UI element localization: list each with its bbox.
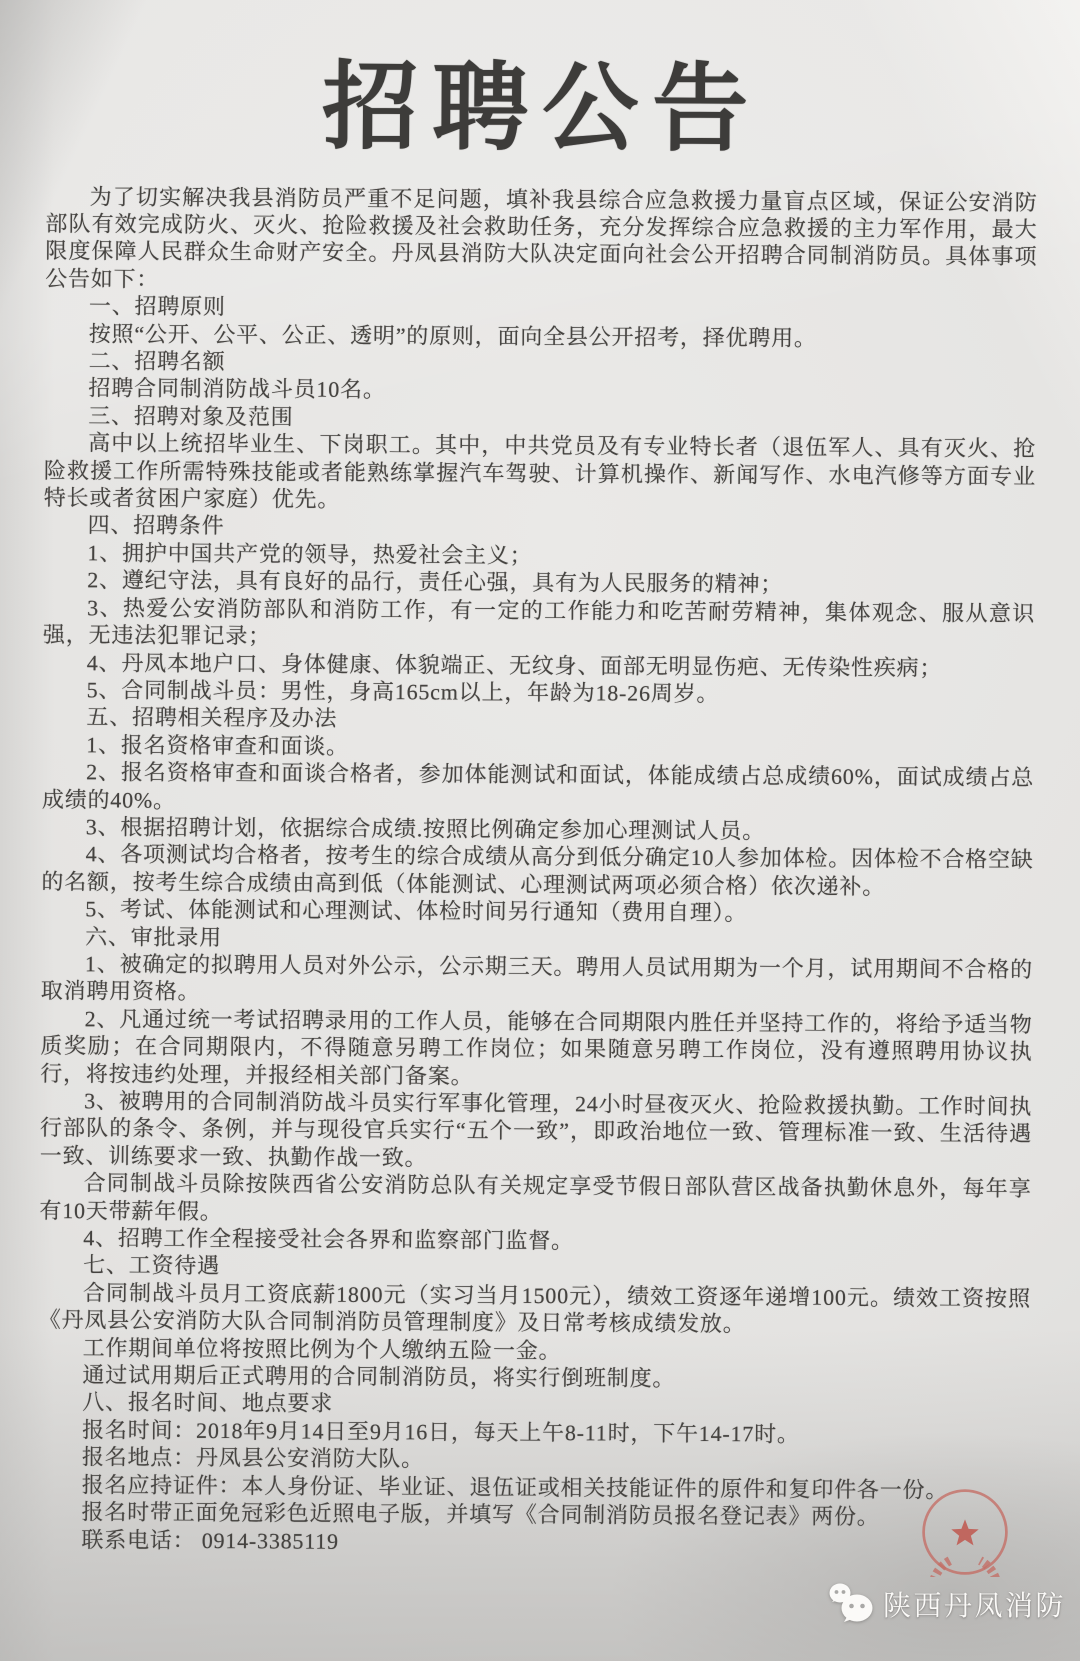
section-8-heading: 八、报名时间、地点要求 — [82, 1389, 334, 1417]
star-icon — [951, 1519, 978, 1545]
section-1-heading: 一、招聘原则 — [88, 293, 226, 320]
section-5-item: 5、考试、体能测试和心理测试、体检时间另行通知（费用自理）。 — [85, 896, 748, 926]
section-6-item: 3、被聘用的合同制消防战斗员实行军事化管理，24小时昼夜灭火、抢险救援执勤。工作时间执行部队的条令、条例，并与现役官兵实行“五个一致”，即政治地位一致、管理标准一致、生活待遇一致、训练要求一致、执勤作战一致。 — [39, 1088, 1033, 1171]
section-7-heading: 七、工资待遇 — [83, 1252, 221, 1279]
section-4-heading: 四、招聘条件 — [87, 512, 225, 539]
section-5-item: 2、报名资格审查和面谈合格者，参加体能测试和面试，体能成绩占总成绩60%，面试成绩占总成绩的40%。 — [41, 759, 1035, 813]
section-2-heading: 二、招聘名额 — [88, 348, 226, 375]
section-4-item: 2、遵纪守法，具有良好的品行，责任心强，具有为人民服务的精神； — [87, 567, 784, 597]
section-6-item: 2、凡通过统一考试招聘录用的工作人员，能够在合同期限内胜任并坚持工作的，将给予适当物质奖励；在合同期限内，不得随意另聘工作岗位；如果随意另聘工作岗位，没有遵照聘用协议执行，将按违约处理，并报经相关部门备案。 — [40, 1006, 1033, 1089]
contact-phone-line: 联系电话： 0914-3385119 — [81, 1526, 339, 1554]
intro-paragraph: 为了切实解决我县消防员严重不足问题，填补我县综合应急救援力量盲点区域，保证公安消防部队有效完成防火、灭火、抢险救援及社会救助任务，充分发挥综合应急救援的主力军作用，最大限度保障人民群众生命财产安全。丹凤县消防大队决定面向社会公开招聘合同制消防员。具体事项公告如下： — [45, 183, 1038, 292]
official-seal — [920, 1487, 1010, 1577]
section-3-heading: 三、招聘对象及范围 — [88, 403, 294, 430]
section-8-item: 报名地点：丹凤县公安消防大队。 — [81, 1444, 425, 1472]
section-4-item: 4、丹凤本地户口、身体健康、体貌端正、无纹身、面部无明显伤疤、无传染性疾病； — [86, 649, 943, 680]
section-7-item: 通过试用期后正式聘用的合同制消防员，将实行倒班制度。 — [82, 1362, 676, 1391]
watermark-text: 陕西丹凤消防 — [883, 1590, 1067, 1621]
section-6-item: 1、被确定的拟聘用人员对外公示，公示期三天。聘用人员试用期为一个月，试用期间不合格的取消聘用资格。 — [40, 951, 1034, 1005]
section-7-item: 工作期间单位将按照比例为个人缴纳五险一金。 — [82, 1334, 562, 1363]
section-2-paragraph: 招聘合同制消防战斗员10名。 — [88, 375, 386, 403]
section-3-paragraph: 高中以上统招毕业生、下岗职工。其中，中共党员及有专业特长者（退伍军人、具有灭火、抢险救援工作所需特殊技能或者能熟练掌握汽车驾驶、计算机操作、新闻写作、水电汽修等方面专业特长或者贫困户家庭）优先。 — [43, 430, 1037, 512]
section-8-item: 报名时带正面免冠彩色近照电子版，并填写《合同制消防员报名登记表》两份。 — [81, 1499, 880, 1530]
section-5-heading: 五、招聘相关程序及办法 — [86, 704, 338, 732]
section-8-item: 报名应持证件：本人身份证、毕业证、退伍证或相关技能证件的原件和复印件各一份。 — [81, 1471, 949, 1503]
wechat-icon — [828, 1582, 876, 1626]
section-7-item: 合同制战斗员月工资底薪1800元（实习当月1500元），绩效工资逐年递增100元。绩效工资按照《丹凤县公安消防大队合同制消防员管理制度》及日常考核成绩发放。 — [38, 1280, 1032, 1337]
page-title: 招聘公告 — [321, 50, 763, 166]
section-6-item: 合同制战斗员除按陕西省公安消防总队有关规定享受节假日部队营区战备执勤休息外，每年享有10天带薪年假。 — [39, 1170, 1032, 1224]
seal-graphic — [920, 1487, 1010, 1577]
section-6-item: 4、招聘工作全程接受社会各界和监察部门监督。 — [83, 1225, 574, 1254]
section-4-item: 3、热爱公安消防部队和消防工作，有一定的工作能力和吃苦耐劳精神，集体观念、服从意识强，无违法犯罪记录； — [42, 594, 1036, 649]
section-5-item: 4、各项测试均合格者，按考生的综合成绩从高分到低分确定10人参加体检。因体检不合格空缺的名额，按考生综合成绩由高到低（体能测试、心理测试两项必须合格）依次递补。 — [41, 841, 1034, 899]
section-5-item: 1、报名资格审查和面谈。 — [86, 731, 349, 759]
section-6-heading: 六、审批录用 — [85, 923, 223, 950]
section-1-paragraph: 按照“公开、公平、公正、透明”的原则，面向全县公开招考，择优聘用。 — [88, 320, 817, 351]
section-4-item: 1、拥护中国共产党的领导，热爱社会主义； — [87, 540, 533, 568]
section-5-item: 3、根据招聘计划，依据综合成绩.按照比例确定参加心理测试人员。 — [85, 814, 766, 844]
section-4-item: 5、合同制战斗员：男性，身高165cm以上，年龄为18-26周岁。 — [86, 677, 720, 707]
section-8-item: 报名时间：2018年9月14日至9月16日，每天上午8-11时，下午14-17时。 — [82, 1417, 800, 1447]
watermark — [828, 1582, 1066, 1626]
